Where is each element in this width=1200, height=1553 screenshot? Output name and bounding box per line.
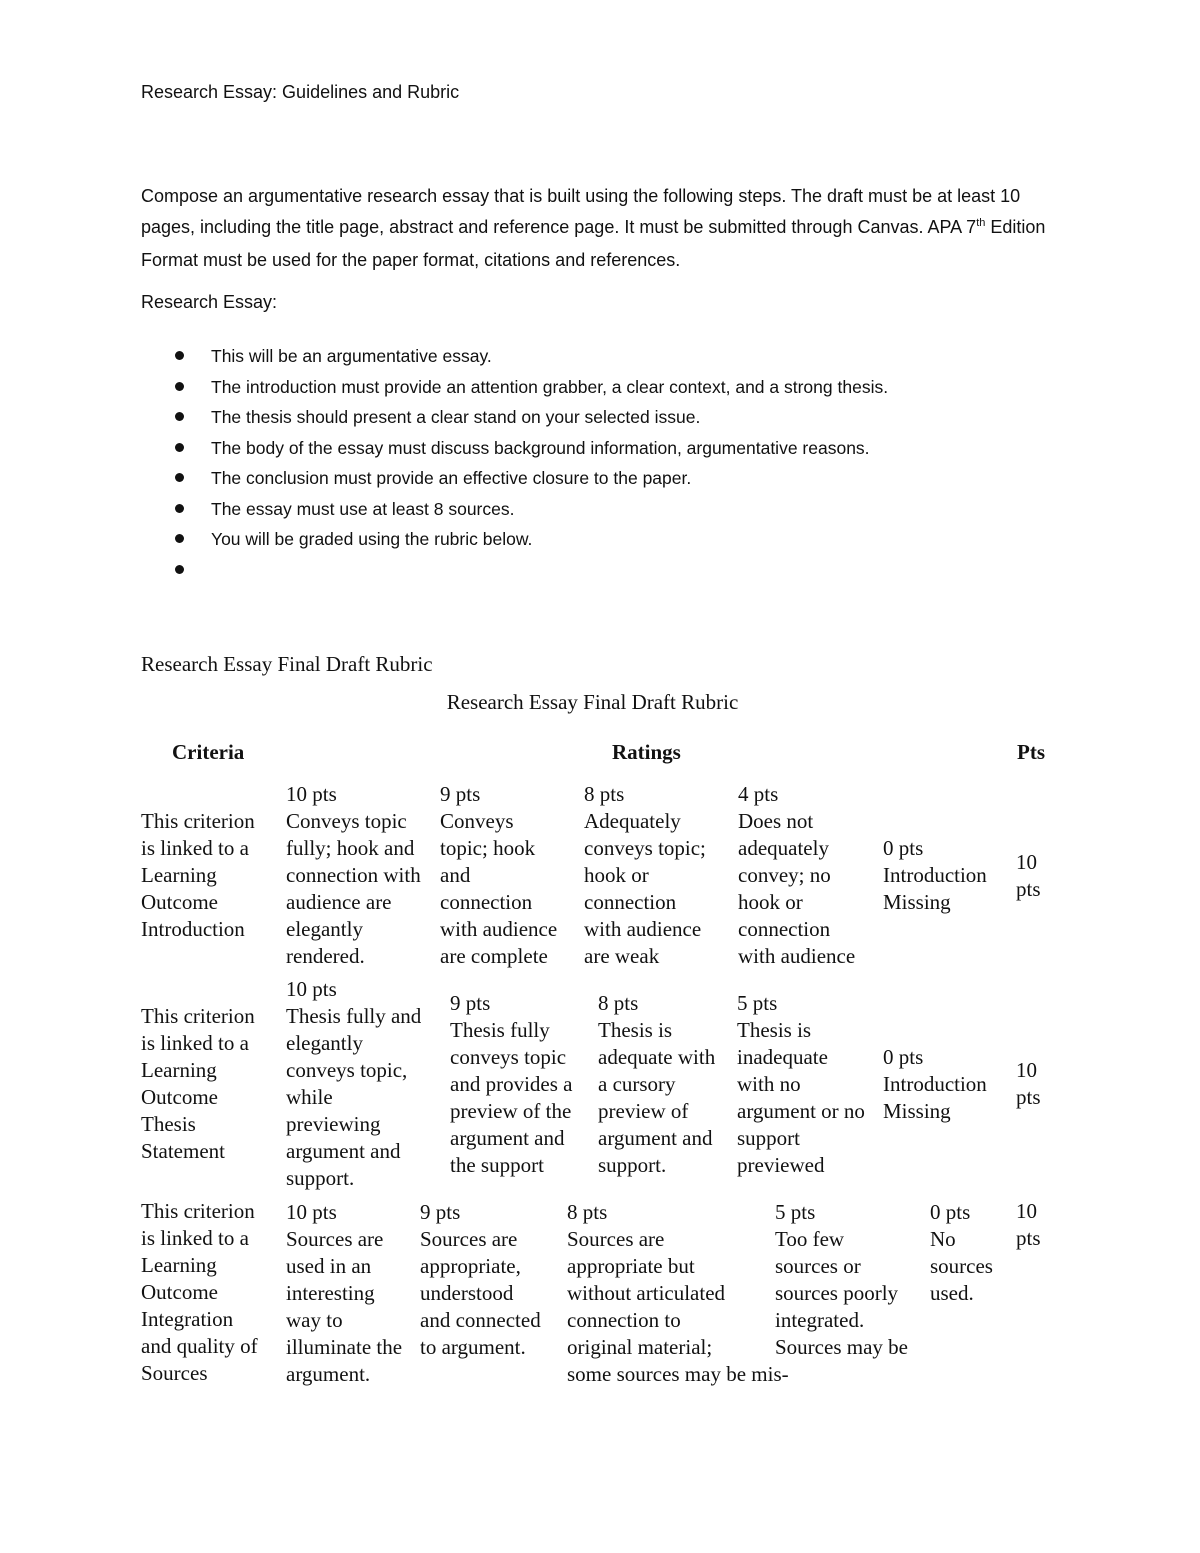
list-item: You will be graded using the rubric below.	[170, 524, 888, 555]
intro-text: Compose an argumentative research essay that is built using the following steps. The draft must be at least 10 pages, including the title page, abstract and reference page. It must be submitted through Canvas. APA 7	[141, 186, 1021, 237]
bullet-icon	[175, 534, 184, 543]
rating-cell: 10 pts Thesis fully and elegantly conveys topic, while previewing argument and support.	[286, 977, 422, 1190]
rating-cell: 0 pts Introduction Missing	[883, 836, 987, 914]
rating-cell: 9 pts Conveys topic; hook and connection with audience are complete	[440, 782, 558, 968]
column-header-pts: Pts	[1017, 740, 1045, 764]
column-header-ratings: Ratings	[612, 740, 681, 764]
list-item: The essay must use at least 8 sources.	[170, 494, 888, 525]
rating-cell: 10 pts Sources are used in an interesting way to illuminate the argument.	[286, 1200, 403, 1386]
points-cell: 10 pts	[1016, 1199, 1041, 1250]
criterion-cell: This criterion is linked to a Learning Outcome Integration and quality of Sources	[141, 1199, 258, 1385]
rating-cell: 9 pts Sources are appropriate, understood and connected to argument.	[420, 1200, 541, 1359]
rating-cell: 5 pts Thesis is inadequate with no argument or no support previewed	[737, 991, 865, 1177]
points-cell: 10 pts	[1016, 1058, 1041, 1109]
rating-cell: 5 pts Too few sources or sources poorly integrated. Sources may be	[775, 1200, 908, 1359]
rating-cell: 0 pts Introduction Missing	[883, 1045, 987, 1123]
rating-cell: 9 pts Thesis fully conveys topic and provides a preview of the argument and the support	[450, 991, 573, 1177]
list-item: The introduction must provide an attention grabber, a clear context, and a strong thesis.	[170, 372, 888, 403]
intro-superscript: th	[976, 216, 986, 229]
points-cell: 10 pts	[1016, 850, 1041, 901]
bullet-icon	[175, 565, 184, 574]
bullet-icon	[175, 412, 184, 421]
list-item: The thesis should present a clear stand on your selected issue.	[170, 402, 888, 433]
rubric-heading: Research Essay Final Draft Rubric	[141, 652, 433, 676]
rating-cell: 8 pts Sources are appropriate but without articulated connection to original material; some sources may be mis-	[567, 1200, 789, 1386]
list-item: This will be an argumentative essay.	[170, 341, 888, 372]
list-item: The conclusion must provide an effective closure to the paper.	[170, 463, 888, 494]
document-title: Research Essay: Guidelines and Rubric	[141, 82, 460, 102]
bullet-icon	[175, 351, 184, 360]
bullet-icon	[175, 504, 184, 513]
intro-text-continued: Edition Format must be used for the paper format, citations and references.	[141, 216, 1046, 270]
criterion-cell: This criterion is linked to a Learning Outcome Introduction	[141, 809, 255, 941]
rubric-table-caption: Research Essay Final Draft Rubric	[446, 690, 739, 714]
list-item	[170, 555, 888, 586]
rating-cell: 8 pts Adequately conveys topic; hook or connection with audience are weak	[584, 782, 706, 968]
column-header-criteria: Criteria	[172, 740, 245, 764]
intro-paragraph	[141, 181, 1061, 276]
rating-cell: 0 pts No sources used.	[930, 1200, 993, 1305]
bullet-icon	[175, 473, 184, 482]
section-label: Research Essay:	[141, 292, 278, 312]
bullet-icon	[175, 382, 184, 391]
bullet-icon	[175, 443, 184, 452]
list-item: The body of the essay must discuss background information, argumentative reasons.	[170, 433, 888, 464]
rating-cell: 8 pts Thesis is adequate with a cursory preview of argument and support.	[598, 991, 716, 1177]
criterion-cell: This criterion is linked to a Learning Outcome Thesis Statement	[141, 1004, 255, 1163]
rating-cell: 4 pts Does not adequately convey; no hook or connection with audience	[738, 782, 856, 968]
rating-cell: 10 pts Conveys topic fully; hook and connection with audience are elegantly rendered.	[286, 782, 421, 968]
requirements-list	[170, 341, 888, 585]
